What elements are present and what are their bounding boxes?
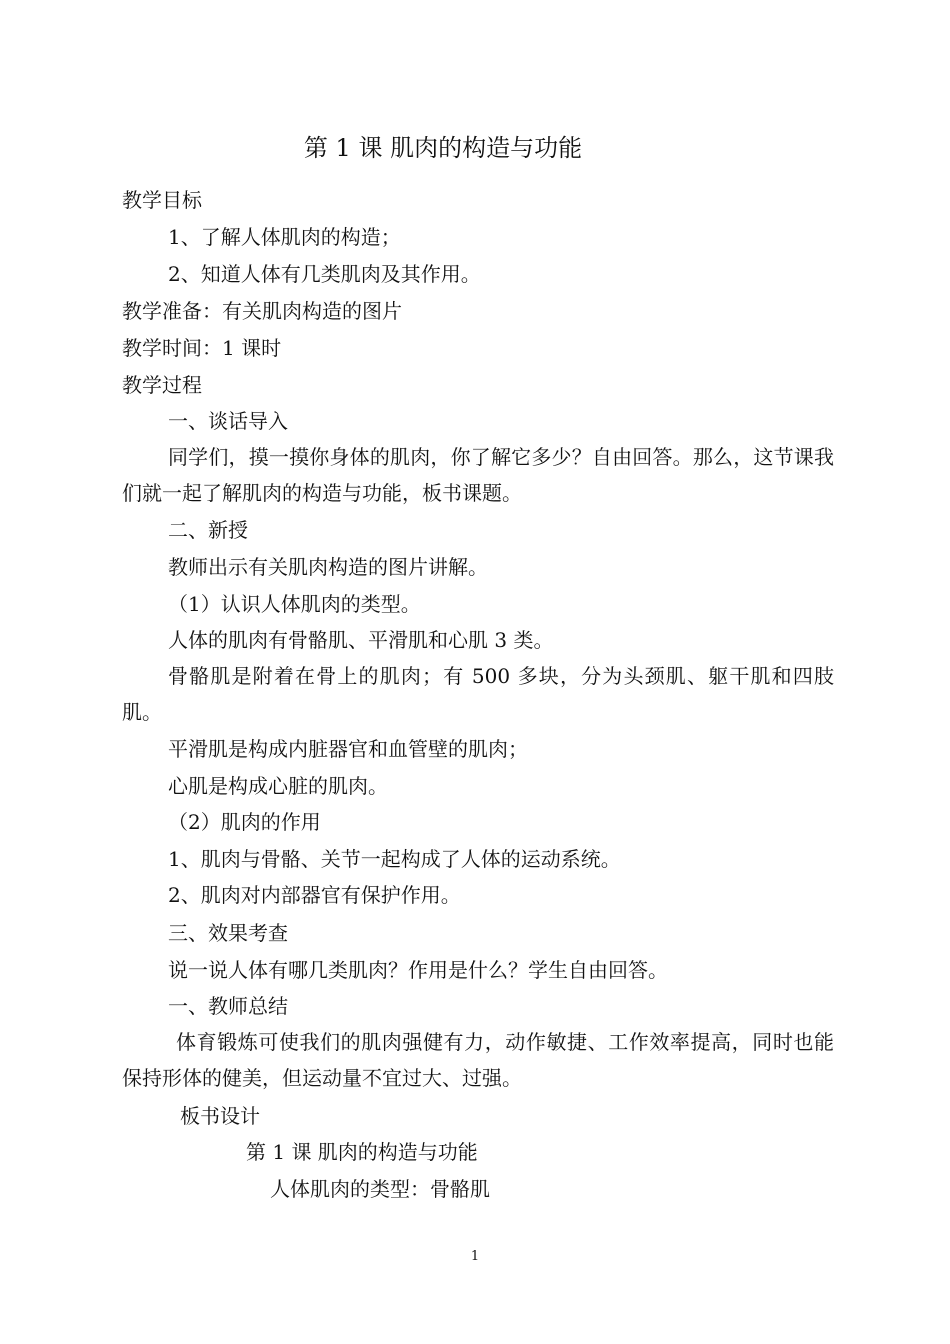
time-line: 教学时间：1 课时 [122,336,282,360]
muscle-types-line: 人体的肌肉有骨骼肌、平滑肌和心肌 3 类。 [168,628,554,652]
teacher-shows-line: 教师出示有关肌肉构造的图片讲解。 [168,555,488,579]
smooth-muscle-line: 平滑肌是构成内脏器官和血管壁的肌肉； [168,737,528,761]
subsection-heading-1: （1）认识人体肌肉的类型。 [168,592,421,616]
function-item-2: 2、肌肉对内部器官有保护作用。 [168,883,461,907]
skeletal-muscle-paragraph: 骨骼肌是附着在骨上的肌肉；有 500 多块，分为头颈肌、躯干肌和四肢肌。 [122,664,834,724]
page-number: 1 [470,1249,480,1264]
function-item-1: 1、肌肉与骨骼、关节一起构成了人体的运动系统。 [168,847,621,871]
process-heading: 教学过程 [122,373,202,397]
preparation-line: 教学准备：有关肌肉构造的图片 [122,299,402,323]
board-types-line: 人体肌肉的类型：骨骼肌 [270,1177,490,1201]
objectives-heading: 教学目标 [122,188,202,212]
intro-paragraph: 同学们，摸一摸你身体的肌肉，你了解它多少？自由回答。那么，这节课我们就一起了解肌肉的构造与功能，板书课题。 [122,445,834,505]
section-heading-new-lesson: 二、新授 [168,518,248,542]
section-heading-summary: 一、教师总结 [168,994,288,1018]
board-title-line: 第 1 课 肌肉的构造与功能 [246,1140,478,1164]
section-heading-intro: 一、谈话导入 [168,409,288,433]
subsection-heading-2: （2）肌肉的作用 [168,810,321,834]
board-design-heading: 板书设计 [180,1104,260,1128]
objective-item-1: 1、了解人体肌肉的构造； [168,225,401,249]
summary-paragraph: 体育锻炼可使我们的肌肉强健有力，动作敏捷、工作效率提高，同时也能保持形体的健美，但运动量不宜过大、过强。 [122,1030,834,1090]
section-heading-assessment: 三、效果考查 [168,921,288,945]
objective-item-2: 2、知道人体有几类肌肉及其作用。 [168,262,481,286]
cardiac-muscle-line: 心肌是构成心脏的肌肉。 [168,774,388,798]
document-title: 第 1 课 肌肉的构造与功能 [303,134,583,162]
question-line: 说一说人体有哪几类肌肉？作用是什么？学生自由回答。 [168,958,668,982]
